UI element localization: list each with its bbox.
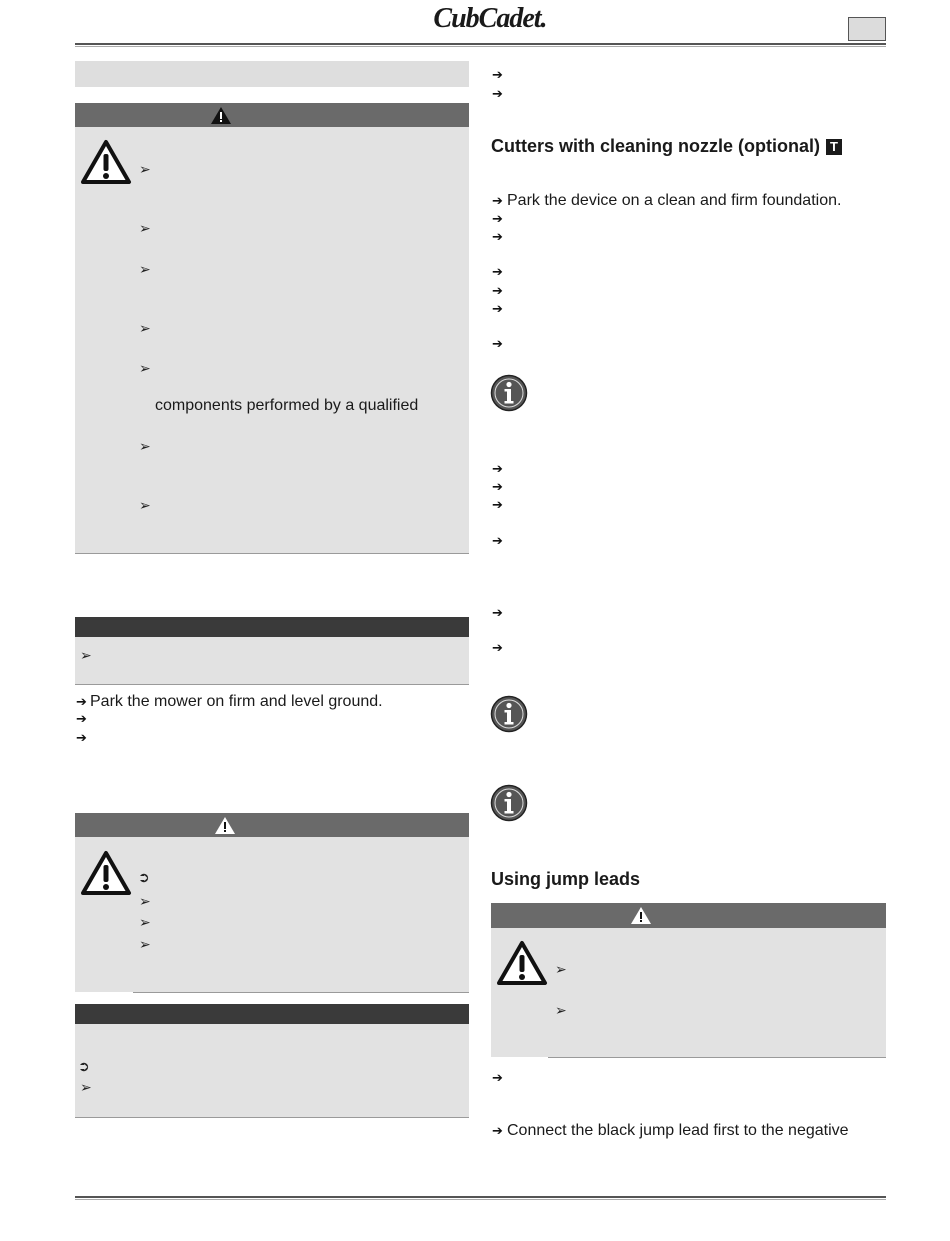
arrow-icon: ➔ bbox=[76, 731, 87, 746]
note-panel bbox=[75, 637, 469, 684]
warning-triangle-icon bbox=[80, 139, 132, 185]
warning-triangle-icon bbox=[496, 940, 548, 986]
chevron-icon: ➢ bbox=[139, 262, 151, 278]
arrow-icon: ➔ bbox=[492, 480, 503, 495]
arrow-icon: ➔ bbox=[76, 712, 87, 727]
footer-rule-thin bbox=[75, 1199, 886, 1200]
chevron-icon: ➢ bbox=[139, 321, 151, 337]
arrow-icon: ➔ bbox=[492, 337, 503, 352]
header-rule-thin bbox=[75, 46, 886, 47]
info-icon bbox=[490, 695, 528, 733]
panel-rule bbox=[548, 1057, 886, 1058]
arrow-icon: ➔ bbox=[492, 498, 503, 513]
chevron-icon: ➢ bbox=[139, 221, 151, 237]
note-header-bar bbox=[75, 1004, 469, 1024]
circle-arrow-icon: ➲ bbox=[138, 870, 150, 886]
circle-arrow-icon: ➲ bbox=[78, 1059, 90, 1075]
panel-text-line: components performed by a qualified bbox=[155, 397, 419, 414]
chevron-icon: ➢ bbox=[139, 937, 151, 953]
note-panel bbox=[75, 1024, 469, 1117]
warning-header-bar bbox=[491, 903, 886, 928]
step-text: Park the mower on firm and level ground. bbox=[90, 693, 383, 710]
step-text: Connect the black jump lead first to the negative bbox=[507, 1122, 849, 1139]
warning-triangle-icon bbox=[80, 850, 132, 896]
arrow-icon: ➔ bbox=[492, 302, 503, 317]
arrow-icon: ➔ bbox=[76, 695, 87, 710]
warning-header-bar bbox=[75, 103, 469, 127]
chevron-icon: ➢ bbox=[139, 439, 151, 455]
arrow-icon: ➔ bbox=[492, 68, 503, 83]
header-rule bbox=[75, 43, 886, 45]
warning-header-bar bbox=[75, 813, 469, 837]
arrow-icon: ➔ bbox=[492, 1071, 503, 1086]
warning-panel bbox=[491, 928, 886, 1057]
arrow-icon: ➔ bbox=[492, 1124, 503, 1139]
chevron-icon: ➢ bbox=[139, 361, 151, 377]
page-number-box bbox=[848, 17, 886, 41]
info-icon bbox=[490, 784, 528, 822]
chevron-icon: ➢ bbox=[80, 1080, 92, 1096]
section-heading: Using jump leads bbox=[491, 869, 641, 889]
panel-rule bbox=[133, 992, 469, 993]
warning-icon bbox=[214, 816, 236, 835]
arrow-icon: ➔ bbox=[492, 212, 503, 227]
arrow-icon: ➔ bbox=[492, 230, 503, 245]
info-icon bbox=[490, 374, 528, 412]
arrow-icon: ➔ bbox=[492, 462, 503, 477]
panel-rule bbox=[75, 1117, 469, 1118]
arrow-icon: ➔ bbox=[492, 641, 503, 656]
step-text: Park the device on a clean and firm foundation. bbox=[507, 192, 842, 209]
chevron-icon: ➢ bbox=[555, 1003, 567, 1019]
arrow-icon: ➔ bbox=[492, 606, 503, 621]
note-header-bar bbox=[75, 617, 469, 637]
section-title-bar bbox=[75, 61, 469, 87]
footer-rule bbox=[75, 1196, 886, 1198]
chevron-icon: ➢ bbox=[139, 162, 151, 178]
panel-rule bbox=[75, 553, 469, 554]
warning-panel bbox=[75, 127, 469, 553]
arrow-icon: ➔ bbox=[492, 534, 503, 549]
arrow-icon: ➔ bbox=[492, 284, 503, 299]
panel-rule bbox=[75, 684, 469, 685]
arrow-icon: ➔ bbox=[492, 265, 503, 280]
chevron-icon: ➢ bbox=[139, 894, 151, 910]
chevron-icon: ➢ bbox=[139, 498, 151, 514]
t-badge: T bbox=[826, 139, 842, 155]
warning-icon bbox=[210, 106, 232, 125]
chevron-icon: ➢ bbox=[139, 915, 151, 931]
arrow-icon: ➔ bbox=[492, 87, 503, 102]
warning-panel bbox=[75, 837, 469, 992]
section-heading: Cutters with cleaning nozzle (optional) T bbox=[491, 136, 842, 157]
arrow-icon: ➔ bbox=[492, 194, 503, 209]
chevron-icon: ➢ bbox=[80, 648, 92, 664]
warning-icon bbox=[630, 906, 652, 925]
chevron-icon: ➢ bbox=[555, 962, 567, 978]
cub-cadet-logo: CubCadet. bbox=[433, 3, 547, 34]
